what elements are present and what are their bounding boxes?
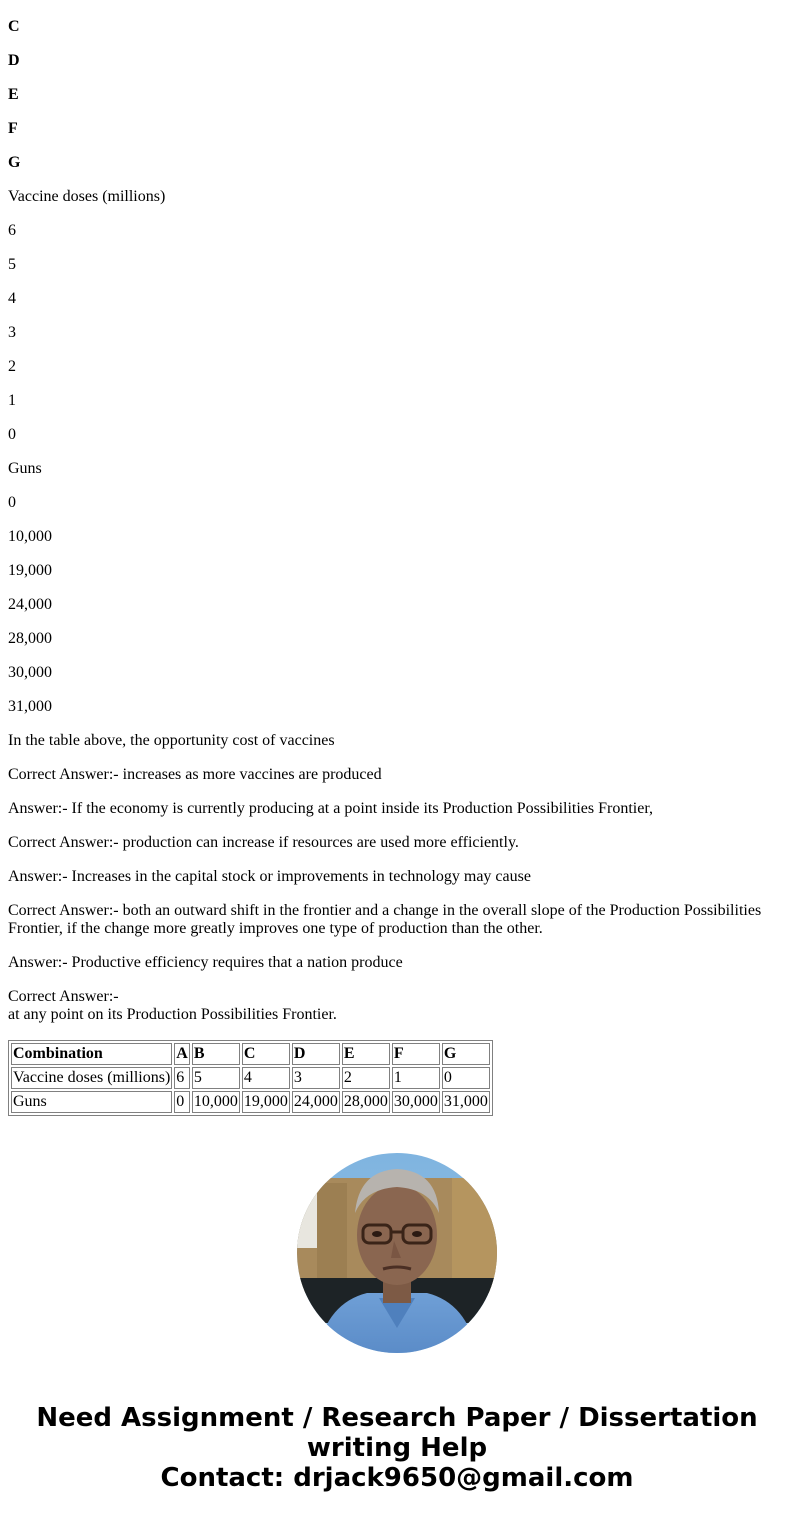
table-row (11, 1091, 490, 1113)
table-header-cell: B (192, 1043, 240, 1065)
table-header-cell: E (342, 1043, 390, 1065)
guns-value: 31,000 (8, 698, 52, 715)
vaccine-value: 1 (8, 392, 16, 409)
table-header-cell: C (242, 1043, 290, 1065)
guns-value: 10,000 (8, 528, 52, 545)
table-cell: 0 (442, 1067, 490, 1089)
document-body (8, 0, 786, 1116)
table-header-cell: Combination (11, 1043, 172, 1065)
table-cell: Guns (11, 1091, 172, 1113)
question-text: Answer:- Increases in the capital stock or improvements in technology may cause (8, 868, 531, 885)
guns-value: 24,000 (8, 596, 52, 613)
vaccine-value: 0 (8, 426, 16, 443)
vaccine-value: 4 (8, 290, 16, 307)
guns-value: 0 (8, 494, 16, 511)
letter-g: G (8, 154, 21, 171)
vaccine-value: 2 (8, 358, 16, 375)
letter-c: C (8, 18, 20, 35)
portrait-image (297, 1153, 497, 1353)
promo-line-1: Need Assignment / Research Paper / Dissertation (36, 1403, 758, 1433)
promo-line-2: writing Help (306, 1433, 488, 1463)
letter-e: E (8, 86, 19, 103)
guns-value: 30,000 (8, 664, 52, 681)
table-cell: 3 (292, 1067, 340, 1089)
table-cell: 0 (174, 1091, 190, 1113)
correct-answer-text: at any point on its Production Possibilities Frontier. (8, 1006, 337, 1023)
guns-value: 28,000 (8, 630, 52, 647)
promo-banner (0, 1403, 794, 1493)
correct-answer-label: Correct Answer:- (8, 988, 119, 1005)
table-row (11, 1067, 490, 1089)
letter-d: D (8, 52, 20, 69)
vaccine-value: 6 (8, 222, 16, 239)
letter-b (8, 0, 786, 2)
table-cell: 28,000 (342, 1091, 390, 1113)
table-cell: 30,000 (392, 1091, 440, 1113)
table-cell: 5 (192, 1067, 240, 1089)
vaccine-value: 3 (8, 324, 16, 341)
vaccine-label: Vaccine doses (millions) (8, 188, 166, 205)
table-header-cell: G (442, 1043, 490, 1065)
question-text: Answer:- If the economy is currently producing at a point inside its Production Possibilities Frontier, (8, 800, 654, 817)
vaccine-value: 5 (8, 256, 16, 273)
table-header-row (11, 1043, 490, 1065)
correct-answer: Correct Answer:- both an outward shift in the frontier and a change in the overall slope of the Production Possibilities Frontier, if the change more greatly improves one type of production than the other. (8, 902, 762, 937)
table-cell: Vaccine doses (millions) (11, 1067, 172, 1089)
question-text: Answer:- Productive efficiency requires that a nation produce (8, 954, 403, 971)
table-header-cell: D (292, 1043, 340, 1065)
table-cell: 31,000 (442, 1091, 490, 1113)
letter-f: F (8, 120, 18, 137)
combination-table (8, 1040, 493, 1116)
correct-answer: Correct Answer:- increases as more vaccines are produced (8, 766, 382, 783)
guns-value: 19,000 (8, 562, 52, 579)
table-cell: 2 (342, 1067, 390, 1089)
table-cell: 24,000 (292, 1091, 340, 1113)
table-header-cell: A (174, 1043, 190, 1065)
avatar (297, 1153, 497, 1353)
promo-contact: Contact: drjack9650@gmail.com (160, 1463, 634, 1493)
table-header-cell: F (392, 1043, 440, 1065)
question-text: In the table above, the opportunity cost of vaccines (8, 732, 335, 749)
table-cell: 10,000 (192, 1091, 240, 1113)
table-cell: 19,000 (242, 1091, 290, 1113)
guns-label: Guns (8, 460, 42, 477)
table-cell: 4 (242, 1067, 290, 1089)
correct-answer (8, 988, 786, 1024)
table-cell: 1 (392, 1067, 440, 1089)
correct-answer: Correct Answer:- production can increase if resources are used more efficiently. (8, 834, 519, 851)
table-cell: 6 (174, 1067, 190, 1089)
